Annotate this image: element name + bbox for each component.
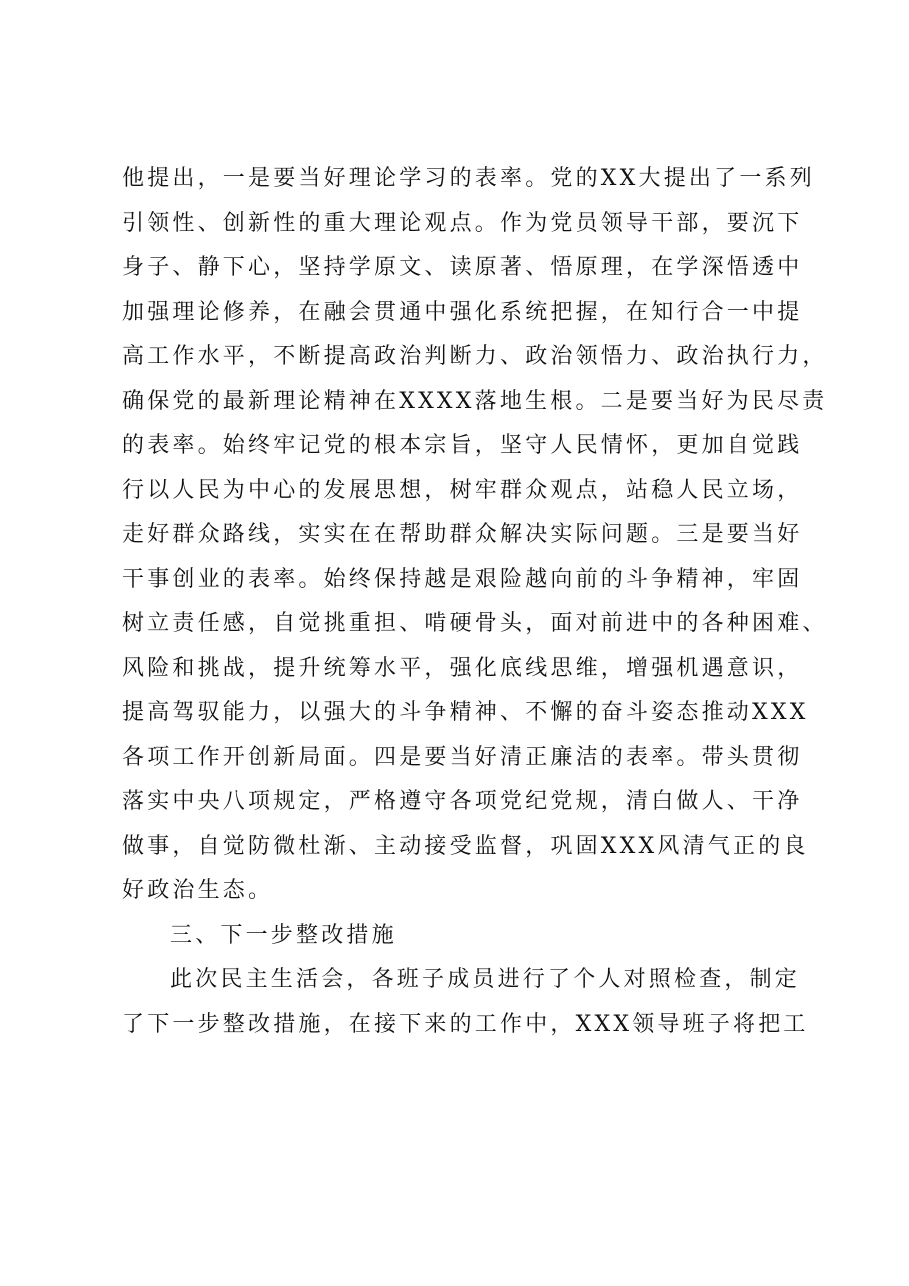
text-line: 确保党的最新理论精神在XXXX落地生根。二是要当好为民尽责 (122, 388, 828, 414)
text-line: 加强理论修养，在融会贯通中强化系统把握，在知行合一中提 (122, 299, 803, 325)
text-line: 做事，自觉防微杜渐、主动接受监督，巩固XXX风清气正的良 (122, 833, 809, 859)
text-line: 树立责任感，自觉挑重担、啃硬骨头，面对前进中的各种困难、 (122, 611, 828, 636)
section-heading: 三、下一步整改措施 (170, 922, 397, 948)
text-line: 此次民主生活会，各班子成员进行了个人对照检查，制定 (170, 967, 801, 992)
paragraph-exemplary-roles (122, 157, 828, 914)
text-line: 落实中央八项规定，严格遵守各项党纪党规，清白做人、干净 (122, 789, 803, 814)
text-line: 各项工作开创新局面。四是要当好清正廉洁的表率。带头贯彻 (122, 744, 803, 770)
text-line: 引领性、创新性的重大理论观点。作为党员领导干部，要沉下 (122, 210, 803, 236)
text-line: 干事创业的表率。始终保持越是艰险越向前的斗争精神，牢固 (122, 566, 803, 592)
text-line: 行以人民为中心的发展思想，树牢群众观点，站稳人民立场， (122, 477, 803, 503)
text-line: 提高驾驭能力，以强大的斗争精神、不懈的奋斗姿态推动XXX (122, 700, 809, 725)
document-body (122, 157, 828, 1047)
text-line: 他提出，一是要当好理论学习的表率。党的XX大提出了一系列 (122, 166, 815, 191)
text-line: 身子、静下心，坚持学原文、读原著、悟原理，在学深悟透中 (122, 255, 803, 280)
text-line: 了下一步整改措施，在接下来的工作中，XXX领导班子将把工 (122, 1011, 809, 1037)
paragraph-next-steps (122, 958, 822, 1047)
text-line: 高工作水平，不断提高政治判断力、政治领悟力、政治执行力， (122, 344, 828, 369)
text-line: 的表率。始终牢记党的根本宗旨，坚守人民情怀，更加自觉践 (122, 433, 803, 458)
text-line: 走好群众路线，实实在在帮助群众解决实际问题。三是要当好 (122, 522, 803, 547)
text-line: 风险和挑战，提升统筹水平，强化底线思维，增强机遇意识， (122, 655, 803, 681)
text-line: 好政治生态。 (122, 878, 274, 903)
